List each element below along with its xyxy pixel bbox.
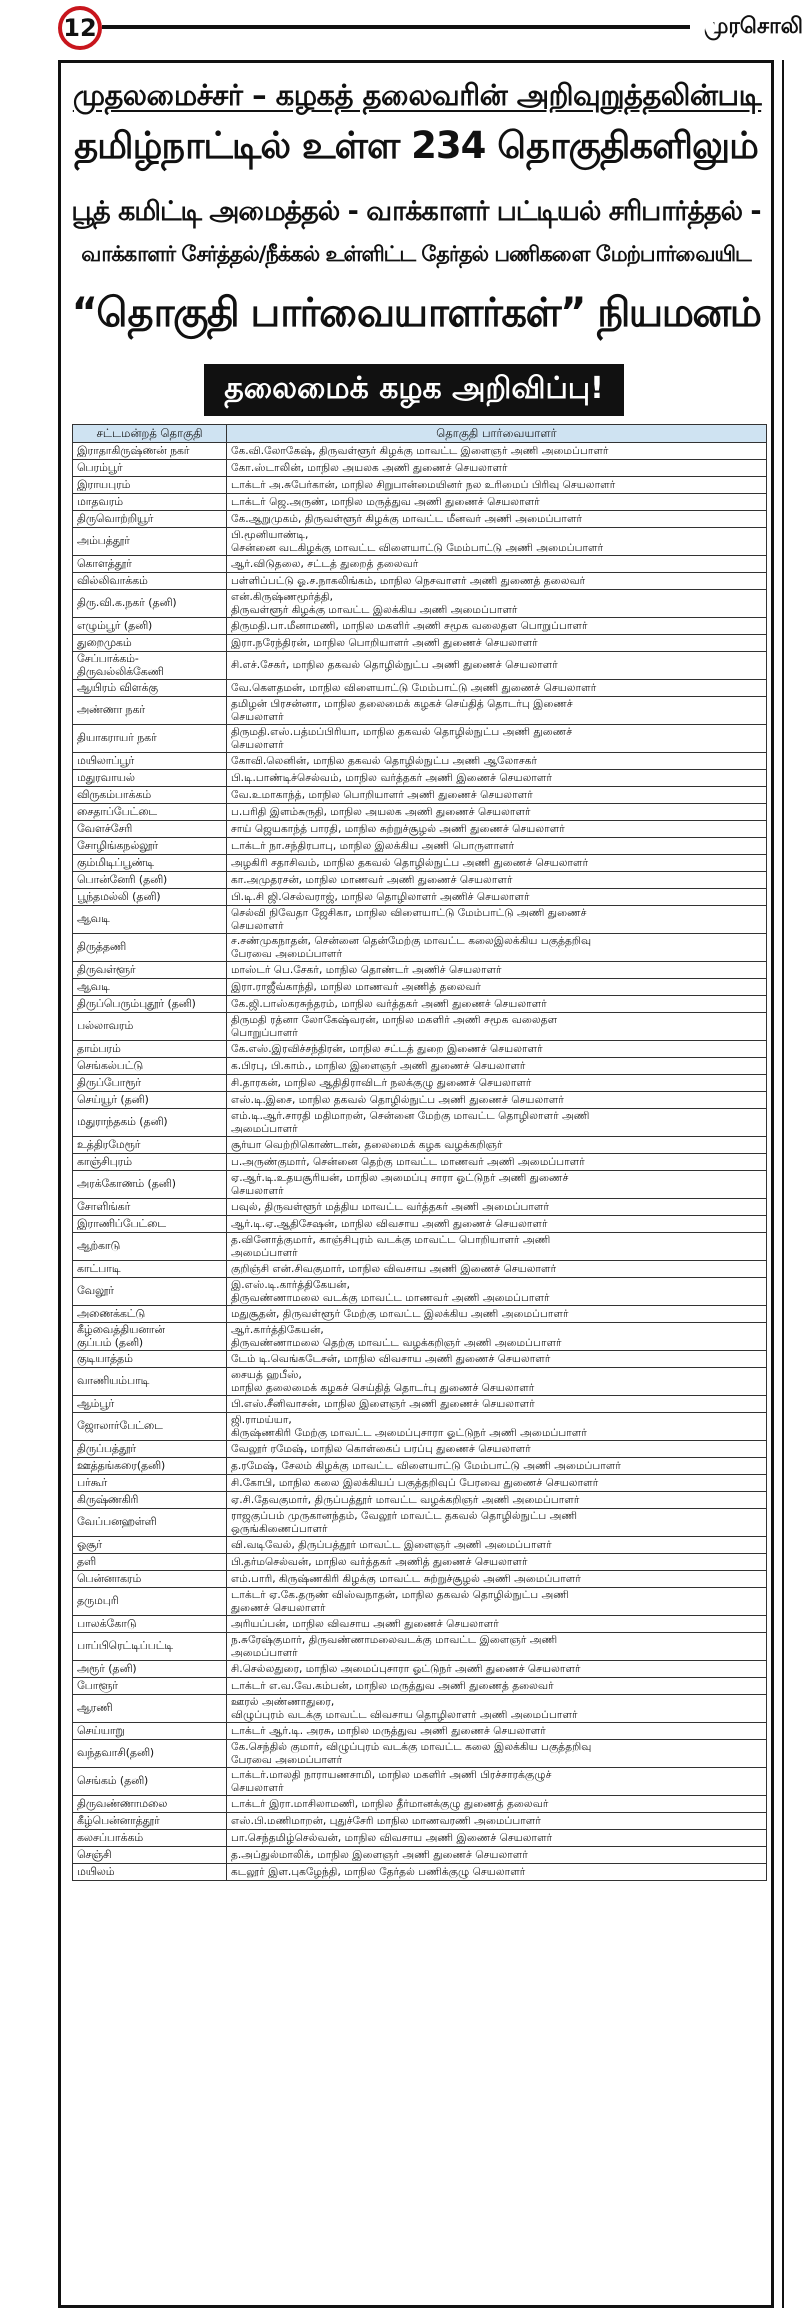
table-row <box>73 1796 767 1813</box>
table-body <box>73 443 767 1881</box>
constituency-cell: அரக்கோணம் (தனி) <box>73 1171 227 1199</box>
observer-cell: கடலூர் இள.புகழேந்தி, மாநில தேர்தல் பணிக்குழு செயலாளர் <box>227 1864 767 1881</box>
table-row <box>73 1154 767 1171</box>
table-row <box>73 556 767 573</box>
observer-cell: பி.டி.பாண்டிச்செல்வம், மாநில வர்த்தகர் அணி இணைச் செயலாளர் <box>227 770 767 787</box>
constituency-cell: ஆவடி <box>73 979 227 996</box>
constituency-cell: ஜோலார்பேட்டை <box>73 1413 227 1441</box>
table-row <box>73 1041 767 1058</box>
table-row <box>73 1216 767 1233</box>
constituency-cell: காஞ்சிபுரம் <box>73 1154 227 1171</box>
page-header <box>0 0 803 52</box>
constituency-cell: மதுரவாயல் <box>73 770 227 787</box>
table-row <box>73 1475 767 1492</box>
observer-cell: சி.தாரகன், மாநில ஆதிதிராவிடர் நலக்குழு துணைச் செயலாளர் <box>227 1075 767 1092</box>
observer-cell: கே.வி.லோகேஷ், திருவள்ளூர் கிழக்கு மாவட்ட இளைஞர் அணி அமைப்பாளர் <box>227 443 767 460</box>
constituency-cell: திருவள்ளூர் <box>73 962 227 979</box>
observer-cell: கே.செந்தில் குமார், விழுப்புரம் வடக்கு மாவட்ட கலை இலக்கிய பகுத்தறிவு பேரவை அமைப்பாளர் <box>227 1740 767 1768</box>
table-row <box>73 1368 767 1396</box>
table-row <box>73 590 767 618</box>
constituency-cell: பென்னாகரம் <box>73 1571 227 1588</box>
table-row <box>73 1537 767 1554</box>
observer-cell: இரா.நரேந்திரன், மாநில பொறியாளர் அணி துணைச் செயலாளர் <box>227 635 767 652</box>
constituency-cell: வில்லிவாக்கம் <box>73 573 227 590</box>
table-row <box>73 804 767 821</box>
observer-cell: கோ.ஸ்டாலின், மாநில அயலக அணி துணைச் செயலாளர் <box>227 460 767 477</box>
table-row <box>73 872 767 889</box>
observer-cell: சி.எச்.சேகர், மாநில தகவல் தொழில்நுட்ப அணி துணைச் செயலாளர் <box>227 652 767 680</box>
constituency-cell: சைதாப்பேட்டை <box>73 804 227 821</box>
constituency-cell: விருகம்பாக்கம் <box>73 787 227 804</box>
table-row <box>73 1723 767 1740</box>
constituency-cell: செய்யூர் (தனி) <box>73 1092 227 1109</box>
table-row <box>73 787 767 804</box>
table-row <box>73 618 767 635</box>
constituency-cell: வேப்பனஹள்ளி <box>73 1509 227 1537</box>
constituency-cell: காட்பாடி <box>73 1261 227 1278</box>
observer-cell: சி.செல்லதுரை, மாநில அமைப்புசாரா ஓட்டுநர் அணி துணைச் செயலாளர் <box>227 1661 767 1678</box>
table-row <box>73 1864 767 1881</box>
observer-cell: ந.சுரேஷ்குமார், திருவண்ணாமலைவடக்கு மாவட்ட இளைஞர் அணி அமைப்பாளர் <box>227 1633 767 1661</box>
observer-cell: திருமதி.பா.மீனாமணி, மாநில மகளிர் அணி சமூக வலைதள பொறுப்பாளர் <box>227 618 767 635</box>
observer-cell: மாஸ்டர் பெ.சேகர், மாநில தொண்டர் அணிச் செயலாளர் <box>227 962 767 979</box>
table-row <box>73 1695 767 1723</box>
constituency-cell: ஓசூர் <box>73 1537 227 1554</box>
table-row <box>73 1661 767 1678</box>
column-header-observer: தொகுதி பார்வையாளர் <box>227 425 767 443</box>
table-row <box>73 1413 767 1441</box>
table-row <box>73 1396 767 1413</box>
observer-cell: பள்ளிப்பட்டு ஓ.ச.நாகலிங்கம், மாநில நெசவாளர் அணி துணைத் தலைவர் <box>227 573 767 590</box>
constituency-cell: துறைமுகம் <box>73 635 227 652</box>
observer-cell: ப.அருண்குமார், சென்னை தெற்கு மாவட்ட மாணவர் அணி அமைப்பாளர் <box>227 1154 767 1171</box>
table-row <box>73 855 767 872</box>
constituency-cell: திரு.வி.க.நகர் (தனி) <box>73 590 227 618</box>
constituency-cell: ஆம்பூர் <box>73 1396 227 1413</box>
constituency-cell: திருப்பத்தூர் <box>73 1441 227 1458</box>
constituency-cell: வந்தவாசி(தனி) <box>73 1740 227 1768</box>
table-row <box>73 1740 767 1768</box>
table-row <box>73 1830 767 1847</box>
constituency-cell: கிருஷ்ணகிரி <box>73 1492 227 1509</box>
observer-cell: வே.கௌதமன், மாநில விளையாட்டு மேம்பாட்டு அணி துணைச் செயலாளர் <box>227 680 767 697</box>
observer-cell: ராஜகுப்பம் முருகானந்தம், வேலூர் மாவட்ட தகவல் தொழில்நுட்ப அணி ஒருங்கிணைப்பாளர் <box>227 1509 767 1537</box>
constituency-cell: கும்மிடிப்பூண்டி <box>73 855 227 872</box>
constituency-cell: பல்லாவரம் <box>73 1013 227 1041</box>
constituency-cell: ஆவடி <box>73 906 227 934</box>
observer-cell: பி.டி.சி ஜி.செல்வராஜ், மாநில தொழிலாளர் அணிச் செயலாளர் <box>227 889 767 906</box>
table-row <box>73 1261 767 1278</box>
constituency-cell: கலசப்பாக்கம் <box>73 1830 227 1847</box>
constituency-cell: திருப்போரூர் <box>73 1075 227 1092</box>
observer-cell: ஏ.சி.தேவகுமார், திருப்பத்தூர் மாவட்ட வழக்கறிஞர் அணி அமைப்பாளர் <box>227 1492 767 1509</box>
table-row <box>73 511 767 528</box>
constituency-cell: செய்யாறு <box>73 1723 227 1740</box>
constituency-cell: போளூர் <box>73 1678 227 1695</box>
observer-cell: டேம் டி.வெங்கடேசன், மாநில விவசாய அணி துணைச் செயலாளர் <box>227 1351 767 1368</box>
observer-cell: ஊரல் அண்ணாதுரை, விழுப்புரம் வடக்கு மாவட்ட விவசாய தொழிலாளர் அணி அமைப்பாளர் <box>227 1695 767 1723</box>
constituency-cell: செங்கல்பட்டு <box>73 1058 227 1075</box>
header-rule <box>102 25 690 29</box>
table-row <box>73 821 767 838</box>
observer-cell: டாக்டர் ஆர்.டி. அரசு, மாநில மருத்துவ அணி துணைச் செயலாளர் <box>227 1723 767 1740</box>
headline-appointment: “தொகுதி பார்வையாளர்கள்” நியமனம் <box>71 290 761 336</box>
observer-table-container <box>72 424 766 2300</box>
adjacent-column-edge <box>782 60 796 2308</box>
observer-cell: வே.உமாகாந்த், மாநில பொறியாளர் அணி துணைச் செயலாளர் <box>227 787 767 804</box>
observer-cell: டாக்டர் அ.சுபேர்கான், மாநில சிறுபான்மையினர் நல உரிமைப் பிரிவு செயலாளர் <box>227 477 767 494</box>
constituency-cell: வேலூர் <box>73 1278 227 1306</box>
constituency-cell: திருவண்ணாமலை <box>73 1796 227 1813</box>
constituency-cell: அணைக்கட்டு <box>73 1306 227 1323</box>
observer-cell: சாய் ஜெயகாந்த் பாரதி, மாநில சுற்றுச்சூழல் அணி துணைச் செயலாளர் <box>227 821 767 838</box>
table-row <box>73 1678 767 1695</box>
constituency-cell: மயிலாப்பூர் <box>73 753 227 770</box>
observer-cell: கோவி.லெனின், மாநில தகவல் தொழில்நுட்ப அணி ஆலோசகர் <box>227 753 767 770</box>
constituency-cell: அம்பத்தூர் <box>73 528 227 556</box>
constituency-cell: தருமபுரி <box>73 1588 227 1616</box>
observer-cell: கே.ஆறுமுகம், திருவள்ளூர் கிழக்கு மாவட்ட மீனவர் அணி அமைப்பாளர் <box>227 511 767 528</box>
table-row <box>73 1323 767 1351</box>
constituency-cell: உத்திரமேரூர் <box>73 1137 227 1154</box>
table-row <box>73 979 767 996</box>
observer-cell: திருமதி ரத்னா லோகேஷ்வரன், மாநில மகளிர் அணி சமூக வலைதள பொறுப்பாளர் <box>227 1013 767 1041</box>
table-header-row <box>73 425 767 443</box>
observer-cell: ஆர்.கார்த்திகேயன், திருவண்ணாமலை தெற்கு மாவட்ட வழக்கறிஞர் அணி அமைப்பாளர் <box>227 1323 767 1351</box>
observer-cell: சூர்யா வெற்றிகொண்டான், தலைமைக் கழக வழக்கறிஞர் <box>227 1137 767 1154</box>
observer-cell: பவுல், திருவள்ளூர் மத்திய மாவட்ட வர்த்தகர் அணி அமைப்பாளர் <box>227 1199 767 1216</box>
table-row <box>73 838 767 855</box>
constituency-cell: மதுராந்தகம் (தனி) <box>73 1109 227 1137</box>
headline-sub-2: வாக்காளர் சேர்த்தல்/நீக்கல் உள்ளிட்ட தேர்தல் பணிகளை மேற்பார்வையிட <box>81 242 751 266</box>
constituency-cell: அரூர் (தனி) <box>73 1661 227 1678</box>
table-row <box>73 1137 767 1154</box>
constituency-cell: செஞ்சி <box>73 1847 227 1864</box>
constituency-cell: ஆற்காடு <box>73 1233 227 1261</box>
table-row <box>73 1199 767 1216</box>
constituency-cell: திருவொற்றியூர் <box>73 511 227 528</box>
constituency-cell: தளி <box>73 1554 227 1571</box>
observer-cell: ஆர்.விடுதலை, சட்டத் துறைத் தலைவர் <box>227 556 767 573</box>
observer-cell: சையத் ஹபீஸ், மாநில தலைமைக் கழகச் செய்தித் தொடர்பு துணைச் செயலாளர் <box>227 1368 767 1396</box>
table-row <box>73 652 767 680</box>
observer-cell: சி.கோபி, மாநில கலை இலக்கியப் பகுத்தறிவுப் பேரவை துணைச் செயலாளர் <box>227 1475 767 1492</box>
page-number: 12 <box>58 6 102 50</box>
observer-cell: ச.சண்முகநாதன், சென்னை தென்மேற்கு மாவட்ட கலைஇலக்கிய பகுத்தறிவு பேரவை அமைப்பாளர் <box>227 934 767 962</box>
table-row <box>73 477 767 494</box>
table-row <box>73 697 767 725</box>
constituency-cell: எழும்பூர் (தனி) <box>73 618 227 635</box>
column-header-constituency: சட்டமன்றத் தொகுதி <box>73 425 227 443</box>
constituency-cell: பெரம்பூர் <box>73 460 227 477</box>
table-row <box>73 1847 767 1864</box>
constituency-cell: கீழ்வைத்தியனான் குப்பம் (தனி) <box>73 1323 227 1351</box>
observer-cell: குறிஞ்சி என்.சிவகுமார், மாநில விவசாய அணி இணைச் செயலாளர் <box>227 1261 767 1278</box>
table-row <box>73 962 767 979</box>
table-row <box>73 1571 767 1588</box>
table-row <box>73 1092 767 1109</box>
observer-cell: கா.அமுதரசன், மாநில மாணவர் அணி துணைச் செயலாளர் <box>227 872 767 889</box>
table-row <box>73 1109 767 1137</box>
table-row <box>73 934 767 962</box>
observer-cell: பா.செந்தமிழ்செல்வன், மாநில விவசாய அணி இணைச் செயலாளர் <box>227 1830 767 1847</box>
constituency-cell: பர்கூர் <box>73 1475 227 1492</box>
table-row <box>73 1588 767 1616</box>
observer-cell: ஆர்.டி.ஏ.ஆதிசேஷன், மாநில விவசாய அணி துணைச் செயலாளர் <box>227 1216 767 1233</box>
constituency-cell: திருப்பெரும்புதூர் (தனி) <box>73 996 227 1013</box>
constituency-cell: திருத்தணி <box>73 934 227 962</box>
observer-cell: கே.எஸ்.இரவிச்சந்திரன், மாநில சட்டத் துறை இணைச் செயலாளர் <box>227 1041 767 1058</box>
table-row <box>73 753 767 770</box>
constituency-cell: பூந்தமல்லி (தனி) <box>73 889 227 906</box>
observer-cell: கே.ஜி.பாஸ்கரசுந்தரம், மாநில வர்த்தகர் அணி துணைச் செயலாளர் <box>227 996 767 1013</box>
observer-cell: என்.கிருஷ்ணமூர்த்தி, திருவள்ளூர் கிழக்கு மாவட்ட இலக்கிய அணி அமைப்பாளர் <box>227 590 767 618</box>
constituency-cell: செங்கம் (தனி) <box>73 1768 227 1796</box>
table-row <box>73 1554 767 1571</box>
observer-cell: எம்.டி.ஆர்.சாரதி மதிமாறன், சென்னை மேற்கு மாவட்ட தொழிலாளர் அணி அமைப்பாளர் <box>227 1109 767 1137</box>
masthead-title: முரசொலி <box>704 14 803 39</box>
table-row <box>73 1633 767 1661</box>
table-row <box>73 996 767 1013</box>
observer-cell: டாக்டர் ஜெ.அருண், மாநில மருத்துவ அணி துணைச் செயலாளர் <box>227 494 767 511</box>
observer-cell: இ.எஸ்.டி.கார்த்திகேயன், திருவண்ணாமலை வடக்கு மாவட்ட மாணவர் அணி அமைப்பாளர் <box>227 1278 767 1306</box>
observer-cell: திருமதி.எஸ்.பத்மப்பிரியா, மாநில தகவல் தொழில்நுட்ப அணி துணைச் செயலாளர் <box>227 725 767 753</box>
constituency-cell: இராணிப்பேட்டை <box>73 1216 227 1233</box>
table-row <box>73 1278 767 1306</box>
table-row <box>73 1171 767 1199</box>
observer-cell: டாக்டர் ஏ.கே.தருண் விஸ்வநாதன், மாநில தகவல் தொழில்நுட்ப அணி துணைச் செயலாளர் <box>227 1588 767 1616</box>
observer-cell: செல்வி நிவேதா ஜேசிகா, மாநில விளையாட்டு மேம்பாட்டு அணி துணைச் செயலாளர் <box>227 906 767 934</box>
observer-cell: மதுசூதன், திருவள்ளூர் மேற்கு மாவட்ட இலக்கிய அணி அமைப்பாளர் <box>227 1306 767 1323</box>
constituency-cell: பாலக்கோடு <box>73 1616 227 1633</box>
table-row <box>73 1306 767 1323</box>
observer-cell: டாக்டர் எ.வ.வே.கம்பன், மாநில மருத்துவ அணி துணைத் தலைவர் <box>227 1678 767 1695</box>
constituency-cell: தியாகராயர் நகர் <box>73 725 227 753</box>
table-row <box>73 1351 767 1368</box>
observer-table <box>72 424 767 1881</box>
observer-cell: த.அப்துல்மாலிக், மாநில இளைஞர் அணி துணைச் செயலாளர் <box>227 1847 767 1864</box>
observer-cell: ப.பரிதி இளம்சுருதி, மாநில அயலக அணி துணைச் செயலாளர் <box>227 804 767 821</box>
observer-cell: பி.எஸ்.சீனிவாசன், மாநில இளைஞர் அணி துணைச் செயலாளர் <box>227 1396 767 1413</box>
constituency-cell: ஆயிரம் விளக்கு <box>73 680 227 697</box>
observer-cell: ஏ.ஆர்.டி.உதயசூரியன், மாநில அமைப்பு சாரா ஓட்டுநர் அணி துணைச் செயலாளர் <box>227 1171 767 1199</box>
constituency-cell: ஆரணி <box>73 1695 227 1723</box>
table-row <box>73 494 767 511</box>
table-row <box>73 460 767 477</box>
observer-cell: பி.தர்மசெல்வன், மாநில வர்த்தகர் அணித் துணைச் செயலாளர் <box>227 1554 767 1571</box>
observer-cell: வேலூர் ரமேஷ், மாநில கொள்கைப் பரப்பு துணைச் செயலாளர் <box>227 1441 767 1458</box>
table-row <box>73 1768 767 1796</box>
constituency-cell: மயிலம் <box>73 1864 227 1881</box>
observer-cell: பி.மூனியாண்டி, சென்னை வடகிழக்கு மாவட்ட விளையாட்டு மேம்பாட்டு அணி அமைப்பாளர் <box>227 528 767 556</box>
table-row <box>73 906 767 934</box>
table-row <box>73 1013 767 1041</box>
observer-cell: டாக்டர் நா.சந்திரபாபு, மாநில இலக்கிய அணி பொருளாளர் <box>227 838 767 855</box>
table-row <box>73 1813 767 1830</box>
constituency-cell: மாதவரம் <box>73 494 227 511</box>
observer-cell: அரியப்பன், மாநில விவசாய அணி துணைச் செயலாளர் <box>227 1616 767 1633</box>
table-row <box>73 1233 767 1261</box>
table-row <box>73 680 767 697</box>
constituency-cell: தாம்பரம் <box>73 1041 227 1058</box>
observer-cell: ஜி.ராமய்யா, கிருஷ்ணகிரி மேற்கு மாவட்ட அமைப்புசாரா ஓட்டுநர் அணி அமைப்பாளர் <box>227 1413 767 1441</box>
observer-cell: த.வினோத்குமார், காஞ்சிபுரம் வடக்கு மாவட்ட பொறியாளர் அணி அமைப்பாளர் <box>227 1233 767 1261</box>
table-row <box>73 1441 767 1458</box>
constituency-cell: வாணியம்பாடி <box>73 1368 227 1396</box>
table-row <box>73 725 767 753</box>
headline-kicker: முதலமைச்சர் – கழகத் தலைவரின் அறிவுறுத்தலின்படி <box>72 78 762 112</box>
observer-cell: டாக்டர்.மாலதி நாராயணசாமி, மாநில மகளிர் அணி பிரச்சாரக்குழுச் செயலாளர் <box>227 1768 767 1796</box>
table-row <box>73 1509 767 1537</box>
constituency-cell: வேளச்சேரி <box>73 821 227 838</box>
constituency-cell: அண்ணா நகர் <box>73 697 227 725</box>
observer-cell: த.ரமேஷ், சேலம் கிழக்கு மாவட்ட விளையாட்டு மேம்பாட்டு அணி அமைப்பாளர் <box>227 1458 767 1475</box>
table-row <box>73 573 767 590</box>
table-row <box>73 1075 767 1092</box>
constituency-cell: சோழிங்கநல்லூர் <box>73 838 227 855</box>
table-row <box>73 1492 767 1509</box>
observer-cell: க.பிரபு, பி.காம்., மாநில இளைஞர் அணி துணைச் செயலாளர் <box>227 1058 767 1075</box>
observer-cell: இரா.ராஜீவ்காந்தி, மாநில மாணவர் அணித் தலைவர் <box>227 979 767 996</box>
table-row <box>73 889 767 906</box>
constituency-cell: இராதாகிருஷ்ணன் நகர் <box>73 443 227 460</box>
observer-cell: வி.வடிவேல், திருப்பத்தூர் மாவட்ட இளைஞர் அணி அமைப்பாளர் <box>227 1537 767 1554</box>
constituency-cell: சேப்பாக்கம்- திருவல்லிக்கேணி <box>73 652 227 680</box>
constituency-cell: குடியாத்தம் <box>73 1351 227 1368</box>
constituency-cell: கீழ்பென்னாத்தூர் <box>73 1813 227 1830</box>
observer-cell: எஸ்.டி.இசை, மாநில தகவல் தொழில்நுட்ப அணி துணைச் செயலாளர் <box>227 1092 767 1109</box>
observer-cell: டாக்டர் இரா.மாசிலாமணி, மாநில தீர்மானக்குழு துணைத் தலைவர் <box>227 1796 767 1813</box>
table-row <box>73 1458 767 1475</box>
observer-cell: அழகிரி சதாசிவம், மாநில தகவல் தொழில்நுட்ப அணி துணைச் செயலாளர் <box>227 855 767 872</box>
table-row <box>73 1616 767 1633</box>
table-row <box>73 443 767 460</box>
headline-main: தமிழ்நாட்டில் உள்ள 234 தொகுதிகளிலும் <box>74 124 758 167</box>
observer-cell: எஸ்.பி.மணிமாறன், புதுச்சேரி மாநில மாணவரணி அமைப்பாளர் <box>227 1813 767 1830</box>
observer-cell: எம்.பாரி, கிருஷ்ணகிரி கிழக்கு மாவட்ட சுற்றுச்சூழல் அணி அமைப்பாளர் <box>227 1571 767 1588</box>
constituency-cell: இராயபுரம் <box>73 477 227 494</box>
constituency-cell: ஊத்தங்கரை(தனி) <box>73 1458 227 1475</box>
table-row <box>73 770 767 787</box>
masthead <box>690 10 803 46</box>
announcement-banner: தலைமைக் கழக அறிவிப்பு! <box>204 364 624 416</box>
table-row <box>73 635 767 652</box>
constituency-cell: பாப்பிரெட்டிப்பட்டி <box>73 1633 227 1661</box>
constituency-cell: பொன்னேரி (தனி) <box>73 872 227 889</box>
headline-sub-1: பூத் கமிட்டி அமைத்தல் - வாக்காளர் பட்டியல் சரிபார்த்தல் - <box>71 196 761 227</box>
observer-cell: தமிழன் பிரசன்னா, மாநில தலைமைக் கழகச் செய்தித் தொடர்பு இணைச் செயலாளர் <box>227 697 767 725</box>
table-row <box>73 528 767 556</box>
table-row <box>73 1058 767 1075</box>
constituency-cell: சோளிங்கர் <box>73 1199 227 1216</box>
constituency-cell: கொளத்தூர் <box>73 556 227 573</box>
